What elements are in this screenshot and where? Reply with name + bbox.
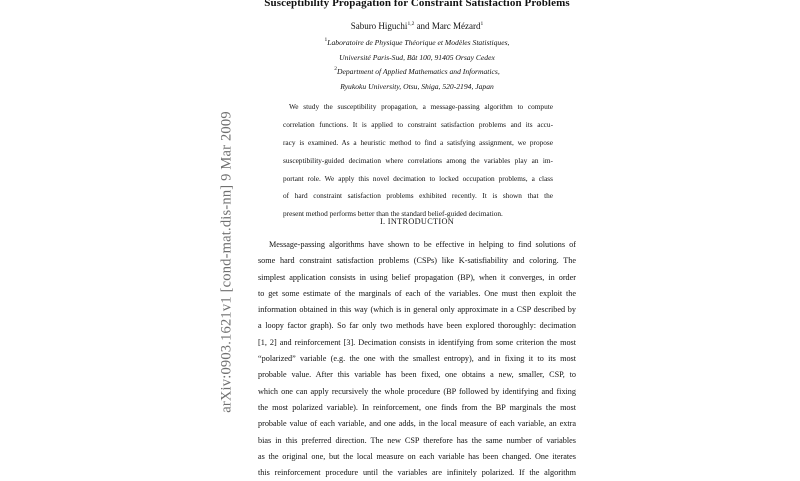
body-line: information obtained in this way (which is in general only approximate in a CSP described by xyxy=(258,305,576,315)
affiliation-1-line-2: Université Paris-Sud, Bât 100, 91405 Orsay Cedex xyxy=(339,53,495,62)
body-line: bias in this preferred direction. The new CSP therefore has the same number of variables xyxy=(258,435,576,445)
author-1-name: Saburo Higuchi xyxy=(350,21,408,31)
affiliation-1-marker: 1 xyxy=(324,37,328,43)
body-line: [1, 2] and reinforcement [3]. Decimation consists in identifying from some criterion the most xyxy=(258,337,576,347)
body-line: the most polarized variable). In reinforcement, one finds from the BP marginals the most xyxy=(258,402,576,412)
affiliation-2-line-1 xyxy=(0,67,800,76)
body-line: Message-passing algorithms have shown to be effective in helping to find solutions of xyxy=(269,240,576,249)
abstract-line: portant role. We apply this novel decimation to locked occupation problems, a class xyxy=(283,173,553,183)
arxiv-identifier-stamp: arXiv:0903.1621v1 [cond-mat.dis-nn] 9 Mar 2009 xyxy=(218,111,235,413)
introduction-body xyxy=(258,237,576,481)
body-line: which one can apply recursively the whole procedure (BP followed by identifying and fixing xyxy=(258,386,576,396)
affiliation-2-marker: 2 xyxy=(334,66,338,72)
abstract-line: correlation functions. It is applied to constraint satisfaction problems and its accu- xyxy=(283,119,553,129)
abstract-line: susceptibility-guided decimation where correlations among the variables play an im- xyxy=(283,155,553,165)
author-line xyxy=(0,21,800,31)
author-conjunction: and xyxy=(416,21,430,31)
body-line: simplest application consists in using belief propagation (BP), when it converges, in order xyxy=(258,272,576,282)
abstract-line: racy is examined. As a heuristic method to find a satisfying assignment, we propose xyxy=(283,137,553,147)
body-line: this reinforcement procedure until the variables are infinitely polarized. If the algorithm xyxy=(258,468,576,478)
body-line: as the original one, but the local measure on each variable has been changed. One iterates xyxy=(258,451,576,461)
paper-title: Susceptibility Propagation for Constraint Satisfaction Problems xyxy=(264,0,570,9)
affiliation-2-line-2: Ryukoku University, Otsu, Shiga, 520-2194, Japan xyxy=(340,82,494,91)
author-2-name: Marc Mézard xyxy=(431,21,481,31)
body-line: some hard constraint satisfaction problems (CSPs) like K-satisfiability and coloring. The xyxy=(258,256,576,266)
body-line: “polarized” variable (e.g. the one with the smallest entropy), and in fixing it to its most xyxy=(258,354,576,364)
body-line: probable value. After this variable has been fixed, one obtains a new, smaller, CSP, to xyxy=(258,370,576,380)
abstract-line: present method performs better than the standard belief-guided decimation. xyxy=(283,209,503,219)
affiliation-2-text: Department of Applied Mathematics and Informatics, xyxy=(337,67,500,76)
author-2-affiliation-marker: 1 xyxy=(480,21,484,27)
affiliation-1-line-1 xyxy=(0,38,800,47)
author-1-affiliation-marker: 1,2 xyxy=(407,21,415,27)
body-line: probable value of each variable, and one adds, in the local measure of each variable, an extra xyxy=(258,419,576,429)
abstract-line: We study the susceptibility propagation, a message-passing algorithm to compute xyxy=(289,102,553,111)
body-line: a loopy factor graph). So far only two methods have been explored thoroughly: decimation xyxy=(258,321,576,331)
affiliation-1-text: Laboratoire de Physique Théorique et Modèles Statistiques, xyxy=(327,38,510,47)
section-heading-introduction: I. INTRODUCTION xyxy=(379,217,455,226)
body-line: to get some estimate of the marginals of each of the variables. One must then exploit the xyxy=(258,288,576,298)
abstract-line: of hard constraint satisfaction problems exhibited recently. It is shown that the xyxy=(283,191,553,201)
abstract xyxy=(283,98,553,223)
